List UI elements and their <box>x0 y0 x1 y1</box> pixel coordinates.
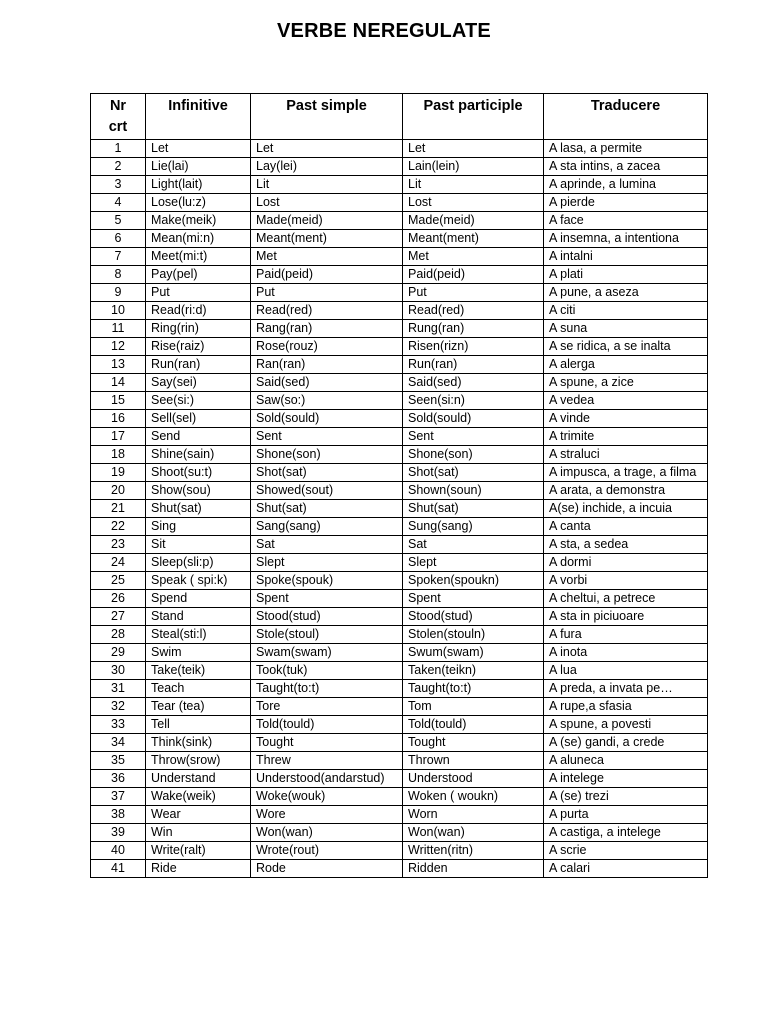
cell-traducere: A(se) inchide, a incuia <box>544 500 708 518</box>
cell-past-simple: Won(wan) <box>251 824 403 842</box>
table-row <box>91 338 708 356</box>
cell-nr: 20 <box>91 482 146 500</box>
table-row <box>91 806 708 824</box>
cell-nr: 15 <box>91 392 146 410</box>
cell-past-participle: Put <box>403 284 544 302</box>
cell-past-simple: Sat <box>251 536 403 554</box>
cell-past-participle: Spoken(spoukn) <box>403 572 544 590</box>
table-row <box>91 392 708 410</box>
cell-nr: 27 <box>91 608 146 626</box>
table-row <box>91 536 708 554</box>
table-row <box>91 698 708 716</box>
cell-traducere: A sta, a sedea <box>544 536 708 554</box>
cell-past-participle: Stood(stud) <box>403 608 544 626</box>
table-row <box>91 608 708 626</box>
cell-nr: 21 <box>91 500 146 518</box>
cell-traducere: A trimite <box>544 428 708 446</box>
cell-past-participle: Shone(son) <box>403 446 544 464</box>
cell-past-participle: Taken(teikn) <box>403 662 544 680</box>
cell-infinitive: Meet(mi:t) <box>146 248 251 266</box>
page-title: VERBE NEREGULATE <box>277 20 491 42</box>
cell-traducere: A (se) trezi <box>544 788 708 806</box>
cell-infinitive: Ring(rin) <box>146 320 251 338</box>
cell-traducere: A sta intins, a zacea <box>544 158 708 176</box>
cell-traducere: A vorbi <box>544 572 708 590</box>
cell-past-participle: Ridden <box>403 860 544 878</box>
cell-infinitive: Show(sou) <box>146 482 251 500</box>
table-row <box>91 212 708 230</box>
cell-nr: 17 <box>91 428 146 446</box>
cell-past-simple: Took(tuk) <box>251 662 403 680</box>
table-row <box>91 644 708 662</box>
cell-traducere: A alerga <box>544 356 708 374</box>
cell-traducere: A aprinde, a lumina <box>544 176 708 194</box>
cell-nr: 29 <box>91 644 146 662</box>
cell-infinitive: Spend <box>146 590 251 608</box>
cell-past-simple: Rang(ran) <box>251 320 403 338</box>
cell-nr: 2 <box>91 158 146 176</box>
cell-past-participle: Slept <box>403 554 544 572</box>
cell-past-simple: Sang(sang) <box>251 518 403 536</box>
cell-past-simple: Saw(so:) <box>251 392 403 410</box>
cell-traducere: A arata, a demonstra <box>544 482 708 500</box>
cell-infinitive: Steal(sti:l) <box>146 626 251 644</box>
cell-nr: 7 <box>91 248 146 266</box>
cell-infinitive: Throw(srow) <box>146 752 251 770</box>
cell-past-participle: Paid(peid) <box>403 266 544 284</box>
cell-past-simple: Sold(sould) <box>251 410 403 428</box>
cell-nr: 12 <box>91 338 146 356</box>
cell-past-participle: Run(ran) <box>403 356 544 374</box>
cell-traducere: A inota <box>544 644 708 662</box>
cell-past-participle: Sold(sould) <box>403 410 544 428</box>
cell-traducere: A purta <box>544 806 708 824</box>
cell-past-simple: Shut(sat) <box>251 500 403 518</box>
cell-past-simple: Tore <box>251 698 403 716</box>
cell-traducere: A intelege <box>544 770 708 788</box>
cell-nr: 6 <box>91 230 146 248</box>
cell-past-simple: Said(sed) <box>251 374 403 392</box>
table-row <box>91 590 708 608</box>
cell-nr: 33 <box>91 716 146 734</box>
cell-past-participle: Stolen(stouln) <box>403 626 544 644</box>
table-row <box>91 842 708 860</box>
cell-nr: 1 <box>91 140 146 158</box>
table-row <box>91 464 708 482</box>
cell-past-participle: Shown(soun) <box>403 482 544 500</box>
cell-infinitive: Read(ri:d) <box>146 302 251 320</box>
table-row <box>91 266 708 284</box>
cell-traducere: A se ridica, a se inalta <box>544 338 708 356</box>
cell-traducere: A sta in piciuoare <box>544 608 708 626</box>
cell-traducere: A spune, a povesti <box>544 716 708 734</box>
cell-traducere: A cheltui, a petrece <box>544 590 708 608</box>
cell-traducere: A aluneca <box>544 752 708 770</box>
cell-past-participle: Sat <box>403 536 544 554</box>
cell-traducere: A insemna, a intentiona <box>544 230 708 248</box>
cell-past-simple: Threw <box>251 752 403 770</box>
cell-past-participle: Let <box>403 140 544 158</box>
cell-past-simple: Understood(andarstud) <box>251 770 403 788</box>
cell-infinitive: Send <box>146 428 251 446</box>
cell-traducere: A preda, a invata pe… <box>544 680 708 698</box>
cell-past-simple: Told(tould) <box>251 716 403 734</box>
cell-past-simple: Ran(ran) <box>251 356 403 374</box>
cell-past-participle: Tom <box>403 698 544 716</box>
cell-traducere: A vinde <box>544 410 708 428</box>
cell-traducere: A (se) gandi, a crede <box>544 734 708 752</box>
cell-past-participle: Tought <box>403 734 544 752</box>
cell-past-participle: Rung(ran) <box>403 320 544 338</box>
cell-nr: 25 <box>91 572 146 590</box>
cell-nr: 37 <box>91 788 146 806</box>
cell-infinitive: Wake(weik) <box>146 788 251 806</box>
cell-past-simple: Paid(peid) <box>251 266 403 284</box>
cell-past-participle: Won(wan) <box>403 824 544 842</box>
cell-past-simple: Woke(wouk) <box>251 788 403 806</box>
cell-infinitive: Let <box>146 140 251 158</box>
cell-nr: 23 <box>91 536 146 554</box>
cell-past-simple: Met <box>251 248 403 266</box>
cell-traducere: A scrie <box>544 842 708 860</box>
cell-nr: 19 <box>91 464 146 482</box>
cell-traducere: A lasa, a permite <box>544 140 708 158</box>
cell-past-participle: Made(meid) <box>403 212 544 230</box>
cell-traducere: A rupe,a sfasia <box>544 698 708 716</box>
cell-infinitive: Sell(sel) <box>146 410 251 428</box>
table-row <box>91 770 708 788</box>
table-row <box>91 302 708 320</box>
cell-infinitive: Rise(raiz) <box>146 338 251 356</box>
cell-past-participle: Understood <box>403 770 544 788</box>
table-row <box>91 482 708 500</box>
cell-past-participle: Risen(rizn) <box>403 338 544 356</box>
cell-past-simple: Read(red) <box>251 302 403 320</box>
cell-traducere: A impusca, a trage, a filma <box>544 464 708 482</box>
cell-traducere: A straluci <box>544 446 708 464</box>
cell-infinitive: Ride <box>146 860 251 878</box>
cell-traducere: A suna <box>544 320 708 338</box>
cell-past-simple: Wore <box>251 806 403 824</box>
table-header <box>91 94 708 140</box>
cell-traducere: A lua <box>544 662 708 680</box>
header-infinitive: Infinitive <box>146 94 251 140</box>
table-row <box>91 428 708 446</box>
cell-nr: 10 <box>91 302 146 320</box>
cell-past-participle: Thrown <box>403 752 544 770</box>
cell-infinitive: Sing <box>146 518 251 536</box>
cell-infinitive: Tear (tea) <box>146 698 251 716</box>
cell-infinitive: Make(meik) <box>146 212 251 230</box>
cell-past-participle: Shut(sat) <box>403 500 544 518</box>
cell-infinitive: Wear <box>146 806 251 824</box>
cell-past-participle: Met <box>403 248 544 266</box>
cell-nr: 28 <box>91 626 146 644</box>
header-nr-line1: Nr <box>109 98 127 114</box>
cell-infinitive: Speak ( spi:k) <box>146 572 251 590</box>
header-past-simple: Past simple <box>251 94 403 140</box>
header-traducere: Traducere <box>544 94 708 140</box>
table-body <box>91 140 708 878</box>
cell-past-participle: Worn <box>403 806 544 824</box>
cell-past-simple: Put <box>251 284 403 302</box>
table-row <box>91 140 708 158</box>
cell-infinitive: See(si:) <box>146 392 251 410</box>
cell-infinitive: Understand <box>146 770 251 788</box>
cell-past-simple: Swam(swam) <box>251 644 403 662</box>
cell-infinitive: Shoot(su:t) <box>146 464 251 482</box>
cell-nr: 34 <box>91 734 146 752</box>
cell-nr: 24 <box>91 554 146 572</box>
header-row <box>91 94 708 140</box>
cell-past-simple: Meant(ment) <box>251 230 403 248</box>
cell-infinitive: Sit <box>146 536 251 554</box>
cell-past-simple: Let <box>251 140 403 158</box>
table-row <box>91 662 708 680</box>
cell-infinitive: Mean(mi:n) <box>146 230 251 248</box>
cell-infinitive: Light(lait) <box>146 176 251 194</box>
cell-nr: 32 <box>91 698 146 716</box>
cell-traducere: A spune, a zice <box>544 374 708 392</box>
cell-nr: 41 <box>91 860 146 878</box>
cell-past-simple: Shone(son) <box>251 446 403 464</box>
cell-past-participle: Lain(lein) <box>403 158 544 176</box>
cell-traducere: A citi <box>544 302 708 320</box>
cell-nr: 8 <box>91 266 146 284</box>
table-row <box>91 230 708 248</box>
cell-past-participle: Woken ( woukn) <box>403 788 544 806</box>
table-row <box>91 410 708 428</box>
cell-nr: 36 <box>91 770 146 788</box>
cell-infinitive: Sleep(sli:p) <box>146 554 251 572</box>
table-row <box>91 554 708 572</box>
table-row <box>91 824 708 842</box>
table-row <box>91 680 708 698</box>
table-row <box>91 518 708 536</box>
cell-nr: 5 <box>91 212 146 230</box>
header-nr-crt <box>91 94 146 140</box>
table-row <box>91 500 708 518</box>
cell-nr: 11 <box>91 320 146 338</box>
cell-past-simple: Showed(sout) <box>251 482 403 500</box>
cell-past-simple: Rode <box>251 860 403 878</box>
cell-nr: 9 <box>91 284 146 302</box>
cell-past-simple: Lit <box>251 176 403 194</box>
cell-past-participle: Sung(sang) <box>403 518 544 536</box>
cell-infinitive: Teach <box>146 680 251 698</box>
cell-past-simple: Lost <box>251 194 403 212</box>
cell-past-simple: Slept <box>251 554 403 572</box>
cell-past-participle: Spent <box>403 590 544 608</box>
cell-infinitive: Pay(pel) <box>146 266 251 284</box>
cell-past-simple: Spent <box>251 590 403 608</box>
cell-traducere: A plati <box>544 266 708 284</box>
cell-nr: 30 <box>91 662 146 680</box>
cell-past-participle: Told(tould) <box>403 716 544 734</box>
cell-traducere: A face <box>544 212 708 230</box>
cell-past-simple: Stole(stoul) <box>251 626 403 644</box>
cell-past-simple: Sent <box>251 428 403 446</box>
header-past-participle: Past participle <box>403 94 544 140</box>
table-row <box>91 374 708 392</box>
cell-past-simple: Tought <box>251 734 403 752</box>
cell-traducere: A pune, a aseza <box>544 284 708 302</box>
cell-infinitive: Put <box>146 284 251 302</box>
table-row <box>91 320 708 338</box>
table-row <box>91 626 708 644</box>
table-row <box>91 446 708 464</box>
cell-past-simple: Made(meid) <box>251 212 403 230</box>
cell-past-participle: Said(sed) <box>403 374 544 392</box>
table-row <box>91 752 708 770</box>
cell-past-participle: Read(red) <box>403 302 544 320</box>
cell-traducere: A intalni <box>544 248 708 266</box>
cell-infinitive: Think(sink) <box>146 734 251 752</box>
cell-traducere: A castiga, a intelege <box>544 824 708 842</box>
table-row <box>91 194 708 212</box>
cell-nr: 13 <box>91 356 146 374</box>
cell-infinitive: Swim <box>146 644 251 662</box>
header-nr-line2: crt <box>108 119 128 135</box>
cell-past-simple: Taught(to:t) <box>251 680 403 698</box>
cell-traducere: A canta <box>544 518 708 536</box>
cell-traducere: A dormi <box>544 554 708 572</box>
cell-past-participle: Written(ritn) <box>403 842 544 860</box>
cell-traducere: A vedea <box>544 392 708 410</box>
table-row <box>91 860 708 878</box>
table-row <box>91 356 708 374</box>
cell-nr: 26 <box>91 590 146 608</box>
table-row <box>91 284 708 302</box>
cell-infinitive: Lie(lai) <box>146 158 251 176</box>
cell-nr: 38 <box>91 806 146 824</box>
cell-past-participle: Lost <box>403 194 544 212</box>
cell-past-simple: Lay(lei) <box>251 158 403 176</box>
cell-infinitive: Say(sei) <box>146 374 251 392</box>
cell-nr: 40 <box>91 842 146 860</box>
table-row <box>91 788 708 806</box>
cell-past-simple: Spoke(spouk) <box>251 572 403 590</box>
cell-past-participle: Seen(si:n) <box>403 392 544 410</box>
cell-infinitive: Shine(sain) <box>146 446 251 464</box>
cell-past-simple: Wrote(rout) <box>251 842 403 860</box>
cell-past-participle: Swum(swam) <box>403 644 544 662</box>
table-row <box>91 716 708 734</box>
cell-infinitive: Win <box>146 824 251 842</box>
cell-infinitive: Run(ran) <box>146 356 251 374</box>
cell-infinitive: Stand <box>146 608 251 626</box>
cell-traducere: A calari <box>544 860 708 878</box>
cell-nr: 35 <box>91 752 146 770</box>
cell-traducere: A pierde <box>544 194 708 212</box>
cell-infinitive: Take(teik) <box>146 662 251 680</box>
cell-traducere: A fura <box>544 626 708 644</box>
cell-infinitive: Shut(sat) <box>146 500 251 518</box>
cell-infinitive: Write(ralt) <box>146 842 251 860</box>
cell-past-simple: Rose(rouz) <box>251 338 403 356</box>
table-row <box>91 158 708 176</box>
table-row <box>91 734 708 752</box>
cell-infinitive: Tell <box>146 716 251 734</box>
cell-past-participle: Meant(ment) <box>403 230 544 248</box>
cell-past-participle: Lit <box>403 176 544 194</box>
cell-nr: 39 <box>91 824 146 842</box>
table-row <box>91 176 708 194</box>
cell-nr: 31 <box>91 680 146 698</box>
table-row <box>91 248 708 266</box>
cell-infinitive: Lose(lu:z) <box>146 194 251 212</box>
cell-past-participle: Taught(to:t) <box>403 680 544 698</box>
cell-past-simple: Stood(stud) <box>251 608 403 626</box>
cell-nr: 16 <box>91 410 146 428</box>
cell-past-participle: Shot(sat) <box>403 464 544 482</box>
cell-past-participle: Sent <box>403 428 544 446</box>
cell-nr: 3 <box>91 176 146 194</box>
cell-past-simple: Shot(sat) <box>251 464 403 482</box>
cell-nr: 18 <box>91 446 146 464</box>
table-row <box>91 572 708 590</box>
cell-nr: 4 <box>91 194 146 212</box>
cell-nr: 22 <box>91 518 146 536</box>
irregular-verbs-table <box>90 93 708 878</box>
cell-nr: 14 <box>91 374 146 392</box>
